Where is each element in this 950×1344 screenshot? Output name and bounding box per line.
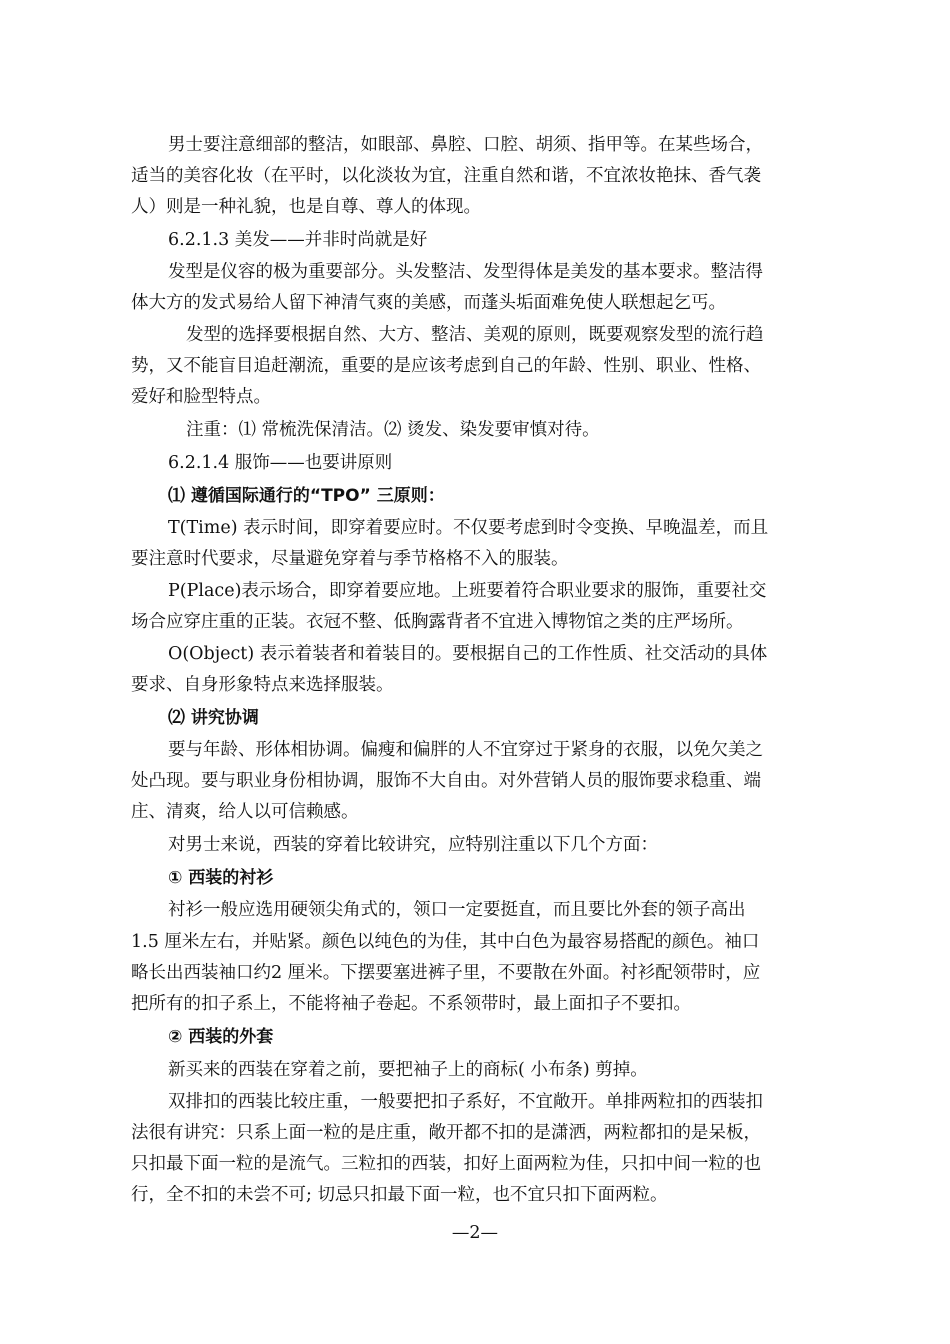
- text-line: 要与年龄、形体相协调。偏瘦和偏胖的人不宜穿过于紧身的衣服，以免欠美之: [168, 740, 763, 760]
- text-line: O(Object) 表示着装者和着装目的。要根据自己的工作性质、社交活动的具体: [168, 644, 768, 664]
- text-line: 略长出西装袖口约2 厘米。下摆要塞进裤子里，不要散在外面。衬衫配领带时，应: [131, 963, 761, 983]
- text-line: 人）则是一种礼貌，也是自尊、尊人的体现。: [131, 197, 481, 217]
- text-line: 1.5 厘米左右，并贴紧。颜色以纯色的为佳，其中白色为最容易搭配的颜色。袖口: [131, 932, 760, 952]
- text-line: 发型是仪容的极为重要部分。头发整洁、发型得体是美发的基本要求。整洁得: [168, 262, 763, 282]
- text-line: 男士要注意细部的整洁，如眼部、鼻腔、口腔、胡须、指甲等。在某些场合，: [168, 135, 763, 155]
- subsection-heading: ① 西装的衬衫: [168, 868, 274, 888]
- text-line: 庄、清爽，给人以可信赖感。: [131, 802, 359, 822]
- text-line: 衬衫一般应选用硬领尖角式的，领口一定要挺直，而且要比外套的领子高出: [168, 900, 746, 920]
- subsection-heading: ⑵ 讲究协调: [168, 708, 259, 728]
- text-line: T(Time) 表示时间，即穿着要应时。不仅要考虑到时令变换、早晚温差，而且: [168, 518, 769, 538]
- text-line: 势，又不能盲目追赶潮流，重要的是应该考虑到自己的年龄、性别、职业、性格、: [131, 356, 761, 376]
- text-line: 体大方的发式易给人留下神清气爽的美感，而蓬头垢面难免使人联想起乞丐。: [131, 293, 726, 313]
- text-line: P(Place)表示场合，即穿着要应地。上班要着符合职业要求的服饰，重要社交: [168, 581, 767, 601]
- text-line: 场合应穿庄重的正装。衣冠不整、低胸露背者不宜进入博物馆之类的庄严场所。: [131, 612, 744, 632]
- text-line: 行，全不扣的未尝不可; 切忌只扣最下面一粒，也不宜只扣下面两粒。: [131, 1185, 668, 1205]
- text-line: 法很有讲究：只系上面一粒的是庄重，敞开都不扣的是潇洒，两粒都扣的是呆板，: [131, 1123, 761, 1143]
- section-heading: 6.2.1.4 服饰——也要讲原则: [168, 453, 393, 473]
- text-line: 要求、自身形象特点来选择服装。: [131, 675, 394, 695]
- text-line: 注重：⑴ 常梳洗保清洁。⑵ 烫发、染发要审慎对待。: [186, 420, 600, 440]
- text-line: 适当的美容化妆（在平时，以化淡妆为宜，注重自然和谐，不宜浓妆艳抹、香气袭: [131, 166, 761, 186]
- text-line: 要注意时代要求，尽量避免穿着与季节格格不入的服装。: [131, 549, 569, 569]
- text-line: 新买来的西装在穿着之前，要把袖子上的商标( 小布条) 剪掉。: [168, 1060, 648, 1080]
- page-number: —2—: [451, 1223, 499, 1243]
- text-line: 爱好和脸型特点。: [131, 387, 271, 407]
- text-line: 只扣最下面一粒的是流气。三粒扣的西装，扣好上面两粒为佳，只扣中间一粒的也: [131, 1154, 761, 1174]
- subsection-heading: ⑴ 遵循国际通行的“TPO” 三原则：: [168, 486, 445, 506]
- section-heading: 6.2.1.3 美发——并非时尚就是好: [168, 230, 428, 250]
- text-line: 处凸现。要与职业身份相协调，服饰不大自由。对外营销人员的服饰要求稳重、端: [131, 771, 761, 791]
- text-line: 发型的选择要根据自然、大方、整洁、美观的原则，既要观察发型的流行趋: [186, 325, 764, 345]
- text-line: 对男士来说，西装的穿着比较讲究，应特别注重以下几个方面：: [168, 835, 658, 855]
- text-line: 把所有的扣子系上，不能将袖子卷起。不系领带时，最上面扣子不要扣。: [131, 994, 691, 1014]
- subsection-heading: ② 西装的外套: [168, 1027, 274, 1047]
- text-line: 双排扣的西装比较庄重，一般要把扣子系好，不宜敞开。单排两粒扣的西装扣: [168, 1092, 763, 1112]
